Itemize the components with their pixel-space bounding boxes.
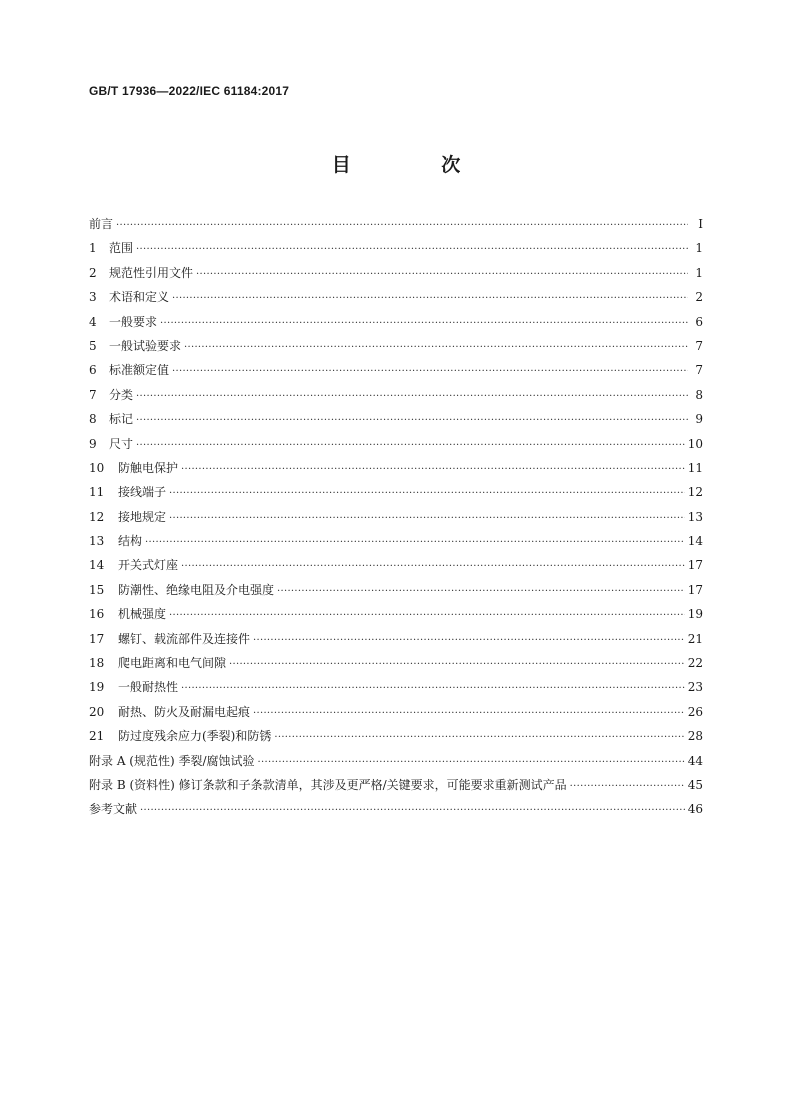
toc-entry-label: 标记 <box>109 412 134 427</box>
toc-leader-dots <box>274 732 684 743</box>
toc-entry-label: 附录 A (规范性) 季裂/腐蚀试验 <box>89 753 255 768</box>
toc-entry[interactable] <box>89 410 703 434</box>
toc-entry-page: 23 <box>687 680 703 695</box>
toc-entry-number: 20 <box>89 704 105 719</box>
toc-entry-page: 26 <box>687 704 703 719</box>
toc-entry-number: 10 <box>89 460 105 475</box>
toc-leader-dots <box>116 220 688 231</box>
toc-entry-page: 17 <box>687 558 703 573</box>
toc-entry[interactable] <box>89 435 703 459</box>
toc-entry-label: 机械强度 <box>118 607 167 622</box>
toc-leader-dots <box>277 586 685 597</box>
toc-entry-number: 14 <box>89 558 105 573</box>
toc-leader-dots <box>229 659 685 670</box>
toc-entry-number: 11 <box>89 485 105 500</box>
toc-leader-dots <box>253 708 685 719</box>
toc-entry-label: 一般耐热性 <box>118 680 179 695</box>
toc-entry[interactable] <box>89 703 703 727</box>
toc-leader-dots <box>181 683 685 694</box>
toc-entry-number: 3 <box>89 290 97 305</box>
toc-entry-page: 22 <box>687 656 703 671</box>
toc-entry[interactable] <box>89 508 703 532</box>
toc-leader-dots <box>136 391 688 402</box>
toc-entry-label: 防过度残余应力(季裂)和防锈 <box>118 729 272 744</box>
toc-leader-dots <box>169 513 685 524</box>
toc-entry-page: 14 <box>687 534 703 549</box>
toc-leader-dots <box>570 781 685 792</box>
standard-number: GB/T 17936—2022/IEC 61184:2017 <box>89 84 290 98</box>
toc-entry-label: 术语和定义 <box>109 290 170 305</box>
toc-leader-dots <box>253 635 685 646</box>
toc-entry-label: 一般要求 <box>109 314 158 329</box>
toc-entry-label: 爬电距离和电气间隙 <box>118 656 227 671</box>
toc-entry[interactable] <box>89 239 703 263</box>
toc-entry[interactable] <box>89 288 703 312</box>
toc-entry-page: 9 <box>695 412 703 427</box>
toc-entry-page: 7 <box>695 338 703 353</box>
toc-entry-page: 1 <box>695 241 703 256</box>
toc-entry[interactable] <box>89 361 703 385</box>
toc-entry-label: 分类 <box>109 387 134 402</box>
toc-leader-dots <box>196 269 688 280</box>
toc-entry-number: 5 <box>89 338 97 353</box>
toc-entry-page: 1 <box>695 265 703 280</box>
toc-entry-label: 接线端子 <box>118 485 167 500</box>
toc-entry[interactable] <box>89 264 703 288</box>
toc-leader-dots <box>172 293 688 304</box>
toc-entry[interactable] <box>89 483 703 507</box>
toc-entry-number: 17 <box>89 631 105 646</box>
toc-entry-page: 21 <box>687 631 703 646</box>
toc-entry-label: 参考文献 <box>89 802 138 817</box>
toc-entry-page: Ⅰ <box>698 217 703 231</box>
toc-entry-label: 结构 <box>118 534 143 549</box>
toc-entry-number: 19 <box>89 680 105 695</box>
toc-entry[interactable] <box>89 678 703 702</box>
toc-entry[interactable] <box>89 459 703 483</box>
toc-leader-dots <box>136 244 688 255</box>
toc-entry-number: 7 <box>89 387 97 402</box>
toc-entry-label: 开关式灯座 <box>118 558 179 573</box>
toc-entry[interactable] <box>89 654 703 678</box>
toc-entry-page: 7 <box>695 363 703 378</box>
toc-entry[interactable] <box>89 727 703 751</box>
toc-entry-page: 45 <box>687 777 703 792</box>
toc-entry-page: 8 <box>695 387 703 402</box>
toc-leader-dots <box>136 440 685 451</box>
toc-entry[interactable] <box>89 556 703 580</box>
toc-entry-page: 2 <box>695 290 703 305</box>
toc-entry-label: 标准额定值 <box>109 363 170 378</box>
toc-entry-number: 9 <box>89 436 97 451</box>
toc-entry[interactable] <box>89 532 703 556</box>
toc-entry[interactable] <box>89 776 703 800</box>
toc-entry-page: 12 <box>687 485 703 500</box>
toc-entry-number: 6 <box>89 363 97 378</box>
toc-entry-number: 15 <box>89 582 105 597</box>
toc-entry-label: 一般试验要求 <box>109 338 182 353</box>
toc-entry-label: 接地规定 <box>118 509 167 524</box>
toc-entry-number: 1 <box>89 241 97 256</box>
toc-entry-number: 13 <box>89 534 105 549</box>
toc-entry-page: 28 <box>687 729 703 744</box>
toc-entry-label: 附录 B (资料性) 修订条款和子条款清单，其涉及更严格/关键要求，可能要求重新测试产品 <box>89 777 567 792</box>
toc-leader-dots <box>181 464 685 475</box>
toc-leader-dots <box>140 805 685 816</box>
toc-entry-label: 防潮性、绝缘电阻及介电强度 <box>118 582 275 597</box>
toc-entry-label: 耐热、防火及耐漏电起痕 <box>118 704 251 719</box>
toc-entry-label: 防触电保护 <box>118 460 179 475</box>
toc-entry-page: 19 <box>687 607 703 622</box>
toc-leader-dots <box>181 561 685 572</box>
toc-entry[interactable] <box>89 581 703 605</box>
toc-entry-page: 6 <box>695 314 703 329</box>
toc-entry-label: 螺钉、载流部件及连接件 <box>118 631 251 646</box>
toc-entry-number: 4 <box>89 314 97 329</box>
toc-leader-dots <box>172 366 688 377</box>
toc-entry-label: 范围 <box>109 241 134 256</box>
toc-entry-number: 18 <box>89 656 105 671</box>
toc-entry[interactable] <box>89 605 703 629</box>
toc-entry[interactable] <box>89 215 703 239</box>
toc-entry-page: 46 <box>687 802 703 817</box>
toc-leader-dots <box>160 318 688 329</box>
toc-entry-number: 16 <box>89 607 105 622</box>
toc-entry-label: 前言 <box>89 217 114 231</box>
toc-entry-page: 17 <box>687 582 703 597</box>
toc-leader-dots <box>169 610 685 621</box>
toc-leader-dots <box>145 537 685 548</box>
toc-leader-dots <box>184 342 688 353</box>
toc-entry-label: 尺寸 <box>109 436 134 451</box>
toc-entry-number: 21 <box>89 729 105 744</box>
toc-entry-page: 44 <box>687 753 703 768</box>
toc-entry[interactable] <box>89 337 703 361</box>
toc-entry-page: 11 <box>687 460 703 475</box>
toc-entry-number: 12 <box>89 509 105 524</box>
table-of-contents <box>89 215 703 825</box>
toc-entry-page: 13 <box>687 509 703 524</box>
toc-entry[interactable] <box>89 386 703 410</box>
toc-leader-dots <box>136 415 688 426</box>
toc-entry[interactable] <box>89 630 703 654</box>
toc-entry[interactable] <box>89 313 703 337</box>
toc-entry-label: 规范性引用文件 <box>109 265 194 280</box>
toc-entry[interactable] <box>89 800 703 824</box>
toc-entry-number: 8 <box>89 412 97 427</box>
toc-entry-page: 10 <box>687 436 703 451</box>
page-title: 目 次 <box>331 154 503 176</box>
toc-entry-number: 2 <box>89 265 97 280</box>
toc-leader-dots <box>258 757 685 768</box>
toc-leader-dots <box>169 488 685 499</box>
toc-entry[interactable] <box>89 752 703 776</box>
